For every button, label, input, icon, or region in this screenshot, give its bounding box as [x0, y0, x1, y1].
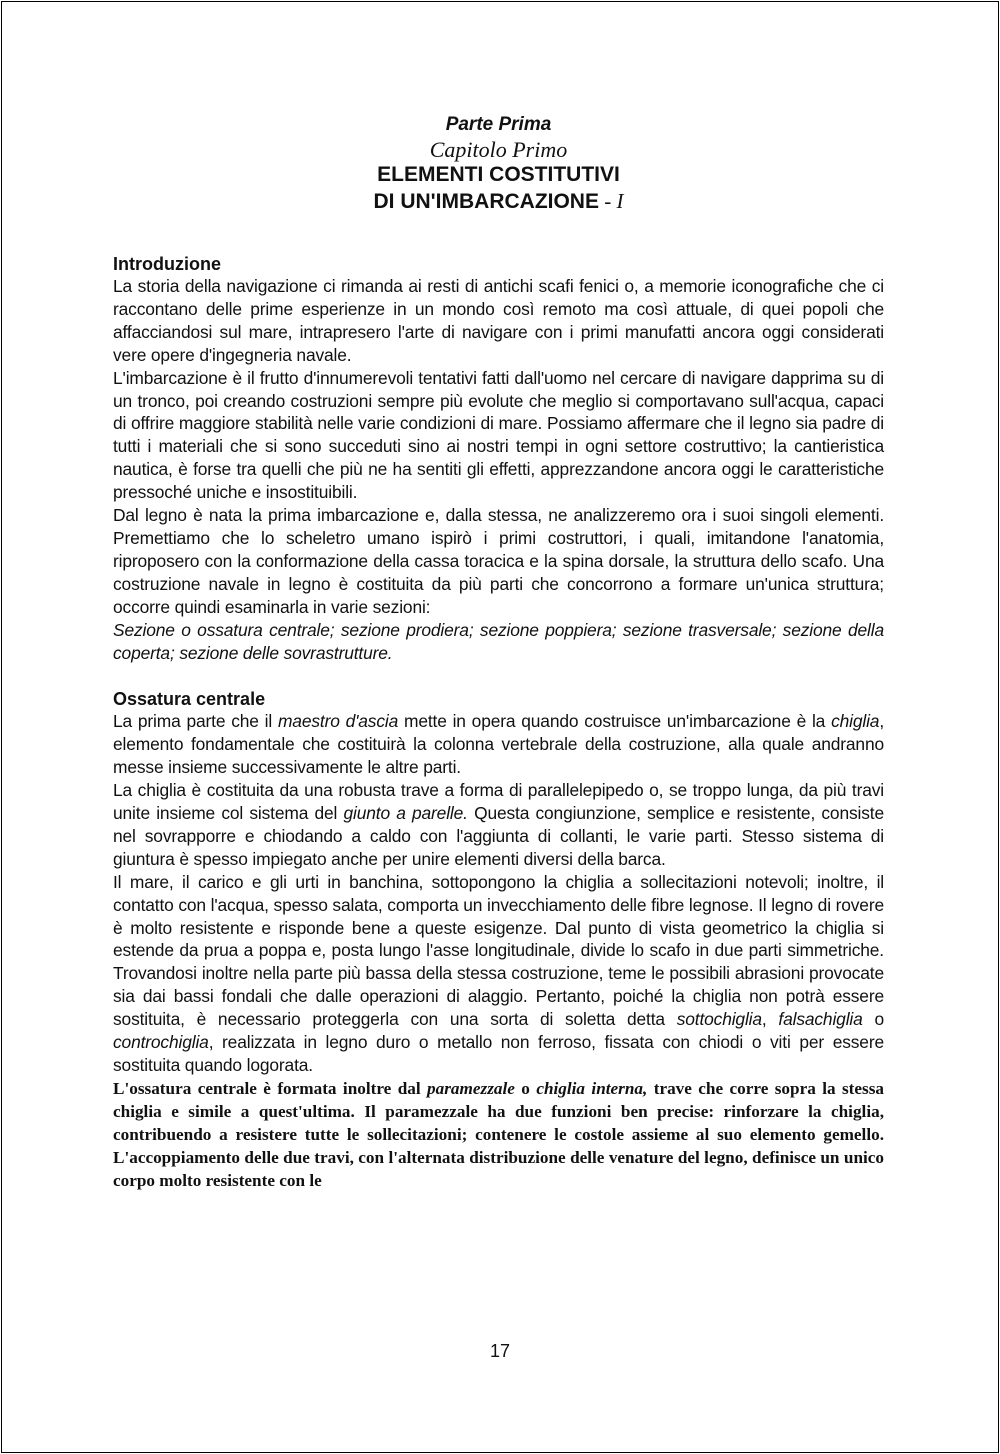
document-page	[113, 112, 884, 1192]
text-run: o	[862, 1009, 884, 1030]
ossatura-paragraph-2	[113, 779, 884, 871]
intro-paragraph-3: Dal legno è nata la prima imbarcazione e, dalla stessa, ne analizzeremo ora i suoi singoli elementi. Premettiamo che lo scheletro umano ispirò i primi costruttori, i quali, imitandone l'anatomia, riproposero con la conformazione della cassa toracica e la spina dorsale, la struttura dello scafo. Una costruzione navale in legno è costituita da più parti che concorrono a formare un'unica struttura; occorre quindi esaminarla in varie sezioni:	[113, 505, 884, 617]
italic-term-chiglia: chiglia	[831, 711, 880, 732]
chapter-heading-line2	[113, 188, 884, 215]
italic-term-maestro-dascia: maestro d'ascia	[277, 711, 399, 732]
text-run: La prima parte che il	[113, 711, 278, 732]
intro-paragraph-2: L'imbarcazione è il frutto d'innumerevoli tentativi fatti dall'uomo nel cercare di navigare dapprima su di un tronco, poi creando costruzioni sempre più evolute che meglio si comportavano sull'acqua, capaci di offrire maggiore stabilità nelle varie condizioni di mare. Possiamo affermare che il legno sia padre di tutti i materiali che si sono succeduti sino ai nostri tempi in ogni settore costruttivo; la cantieristica nautica, è forse tra quelli che più ne ha sentiti gli effetti, apprezzandone ancora oggi le caratteristiche pressoché uniche e insostituibili.	[113, 367, 884, 503]
italic-term-sottochiglia: sottochiglia	[676, 1009, 762, 1030]
text-run: mette in opera quando costruisce un'imbarcazione è la	[398, 711, 832, 732]
text-run: o	[514, 1078, 537, 1098]
text-run: La chiglia è costituita da una robusta trave a forma di parallelepipedo o, se troppo lunga, da più travi unite insieme col sistema del	[113, 780, 884, 824]
text-run: L'ossatura centrale è formata inoltre dal	[113, 1078, 428, 1098]
section-title-introduzione: Introduzione	[113, 254, 221, 274]
part-label: Parte Prima	[445, 114, 552, 135]
page-number: 17	[489, 1341, 511, 1361]
section-spacer	[113, 664, 884, 688]
italic-term-chiglia-interna: chiglia interna,	[536, 1078, 648, 1098]
italic-term-giunto-a-parelle: giunto a parelle.	[343, 803, 468, 824]
chapter-heading-suffix: - I	[598, 189, 624, 213]
title-block	[113, 112, 884, 215]
chapter-heading-line1: ELEMENTI COSTITUTIVI	[377, 163, 620, 186]
chapter-label: Capitolo Primo	[429, 137, 568, 162]
italic-term-paramezzale: paramezzale	[427, 1078, 515, 1098]
text-run: Questa congiunzione, semplice e resistente, consiste nel sovrapporre e chiodando a caldo con l'aggiunta di collanti, le varie parti. Stesso sistema di giuntura è spesso impiegato anche per unire elementi diversi della barca.	[113, 803, 884, 869]
text-run: trave che corre sopra la stessa chiglia e simile a quest'ultima. Il paramezzale ha due funzioni ben precise: rinforzare la chiglia, contribuendo a resistere tutte le sollecitazioni; contenere le costole assieme al suo elemento gemello. L'accoppiamento delle due travi, con l'alternata distribuzione delle venature del legno, definisce un unico corpo molto resistente con le	[113, 1078, 885, 1190]
intro-paragraph-1: La storia della navigazione ci rimanda ai resti di antichi scafi fenici o, a memorie iconografiche che ci raccontano delle prime esperienze in un mondo così remoto ma così attuale, di quei popoli che affacciandosi sul mare, intrapresero l'arte di navigare con i primi manufatti ancora oggi considerati vere opere d'ingegneria navale.	[113, 276, 884, 365]
text-run: , realizzata in legno duro o metallo non ferroso, fissata con chiodi o viti per essere sostituita quando logorata.	[113, 1032, 884, 1075]
intro-paragraph-sections: Sezione o ossatura centrale; sezione prodiera; sezione poppiera; sezione trasversale; sezione della coperta; sezione delle sovrastrutture.	[113, 619, 884, 663]
section-title-ossatura-centrale: Ossatura centrale	[113, 689, 266, 710]
ossatura-paragraph-1	[113, 710, 884, 779]
ossatura-paragraph-3	[113, 871, 884, 1077]
italic-term-falsachiglia: falsachiglia	[778, 1009, 863, 1030]
ossatura-paragraph-4	[113, 1077, 884, 1192]
italic-term-controchiglia: controchiglia	[113, 1032, 209, 1053]
text-run: , elemento fondamentale che costituirà la colonna vertebrale della costruzione, alla quale andranno messe insieme successivamente le altre parti.	[113, 711, 885, 778]
text-run: Il mare, il carico e gli urti in banchina, sottopongono la chiglia a sollecitazioni notevoli; inoltre, il contatto con l'acqua, spesso salata, comporta un invecchiamento delle fibre legnose. Il legno di rovere è molto resistente e risponde bene a queste esigenze. Dal punto di vista geometrico la chiglia si estende da prua a poppa e, posta lungo l'asse longitudinale, divide lo scafo in due parti simmetriche. Trovandosi inoltre nella parte più bassa della stessa costruzione, teme le possibili abrasioni provocate sia dai bassi fondali che dalle operazioni di alaggio. Pertanto, poiché la chiglia non potrà essere sostituita, è necessario proteggerla con una sorta di soletta detta	[113, 871, 884, 1030]
text-run: ,	[761, 1009, 779, 1030]
chapter-heading-line2-text: DI UN'IMBARCAZIONE	[373, 190, 599, 213]
